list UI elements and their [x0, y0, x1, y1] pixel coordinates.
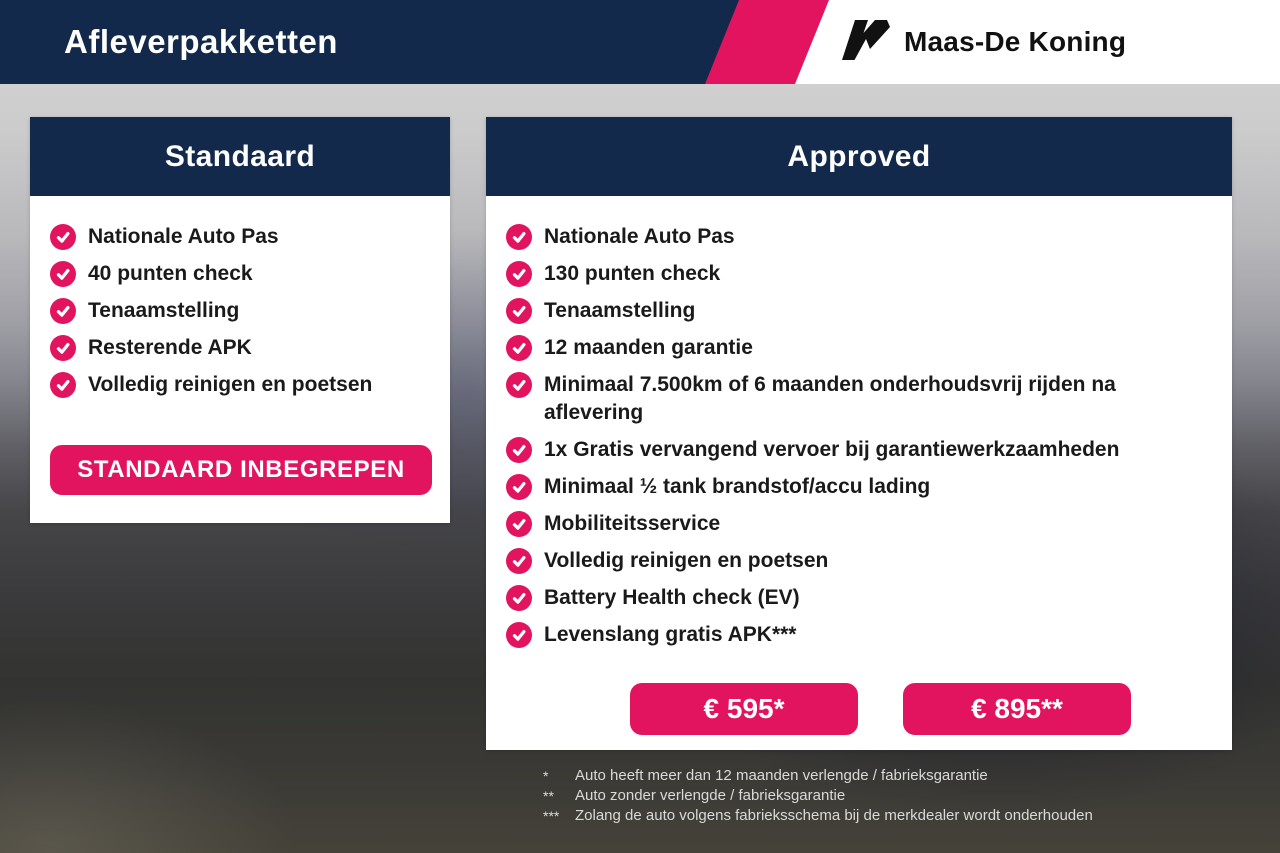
footnote-text: Zolang de auto volgens fabrieksschema bij de merkdealer wordt onderhouden — [575, 807, 1093, 824]
footnote-text: Auto heeft meer dan 12 maanden verlengde / fabrieksgarantie — [575, 767, 988, 784]
footnote-marker: *** — [543, 808, 560, 824]
price-button-595[interactable]: € 595* — [630, 683, 858, 735]
feature-item — [506, 223, 1214, 251]
footnote — [543, 806, 1183, 826]
feature-label: 130 punten check — [544, 262, 721, 285]
feature-item — [506, 473, 1214, 501]
feature-item — [506, 260, 1214, 288]
feature-item — [50, 334, 432, 362]
feature-label: Battery Health check (EV) — [544, 586, 800, 609]
feature-item — [506, 584, 1214, 612]
feature-item — [506, 297, 1214, 325]
feature-item — [506, 621, 1214, 649]
feature-label: 1x Gratis vervangend vervoer bij garantiewerkzaamheden — [544, 438, 1120, 461]
m-logo-icon — [841, 19, 893, 61]
feature-item — [506, 334, 1214, 362]
check-icon — [506, 335, 532, 361]
check-icon — [506, 548, 532, 574]
approved-card — [486, 117, 1232, 750]
check-icon — [506, 224, 532, 250]
check-icon — [506, 261, 532, 287]
header-bar — [0, 0, 1280, 84]
check-icon — [506, 437, 532, 463]
approved-card-title: Approved — [787, 139, 931, 173]
check-icon — [506, 511, 532, 537]
brand-name: Maas-De Koning — [904, 26, 1127, 57]
feature-label: 12 maanden garantie — [544, 336, 753, 359]
standard-card-title: Standaard — [164, 139, 316, 173]
check-icon — [50, 372, 76, 398]
feature-item — [50, 223, 432, 251]
check-icon — [50, 335, 76, 361]
check-icon — [50, 261, 76, 287]
check-icon — [506, 372, 532, 398]
standard-included-button[interactable]: STANDAARD INBEGREPEN — [50, 445, 432, 495]
feature-label: Resterende APK — [88, 336, 252, 359]
footnote-marker: ** — [543, 788, 554, 804]
check-icon — [506, 474, 532, 500]
feature-item — [50, 371, 432, 399]
brand-logo — [841, 0, 1126, 84]
price-button-895[interactable]: € 895** — [903, 683, 1131, 735]
feature-label: Tenaamstelling — [544, 299, 696, 322]
feature-label: Volledig reinigen en poetsen — [88, 373, 373, 396]
feature-label: Levenslang gratis APK*** — [544, 623, 797, 646]
feature-item — [506, 371, 1214, 427]
footnote — [543, 766, 1183, 786]
check-icon — [50, 298, 76, 324]
feature-item — [50, 260, 432, 288]
feature-label: Tenaamstelling — [88, 299, 240, 322]
check-icon — [506, 585, 532, 611]
feature-label: Volledig reinigen en poetsen — [544, 549, 829, 572]
standard-feature-list — [30, 196, 450, 399]
standard-card — [30, 117, 450, 523]
feature-label: Mobiliteitsservice — [544, 512, 721, 535]
feature-item — [50, 297, 432, 325]
footnote-text: Auto zonder verlengde / fabrieksgarantie — [575, 787, 846, 804]
feature-item — [506, 436, 1214, 464]
check-icon — [50, 224, 76, 250]
footnote — [543, 786, 1183, 806]
page-title: Afleverpakketten — [64, 23, 338, 60]
feature-item — [506, 510, 1214, 538]
standard-card-header — [30, 117, 450, 196]
feature-label: Minimaal ½ tank brandstof/accu lading — [544, 475, 931, 498]
approved-card-header — [486, 117, 1232, 196]
check-icon — [506, 298, 532, 324]
feature-label: Nationale Auto Pas — [88, 225, 279, 248]
feature-label: Nationale Auto Pas — [544, 225, 735, 248]
footnotes — [543, 766, 1183, 826]
footnote-marker: * — [543, 768, 549, 784]
feature-label: 40 punten check — [88, 262, 253, 285]
feature-label: Minimaal 7.500km of 6 maanden onderhoudsvrij rijden na aflevering — [544, 373, 1116, 424]
feature-item — [506, 547, 1214, 575]
approved-feature-list — [486, 196, 1232, 649]
check-icon — [506, 622, 532, 648]
